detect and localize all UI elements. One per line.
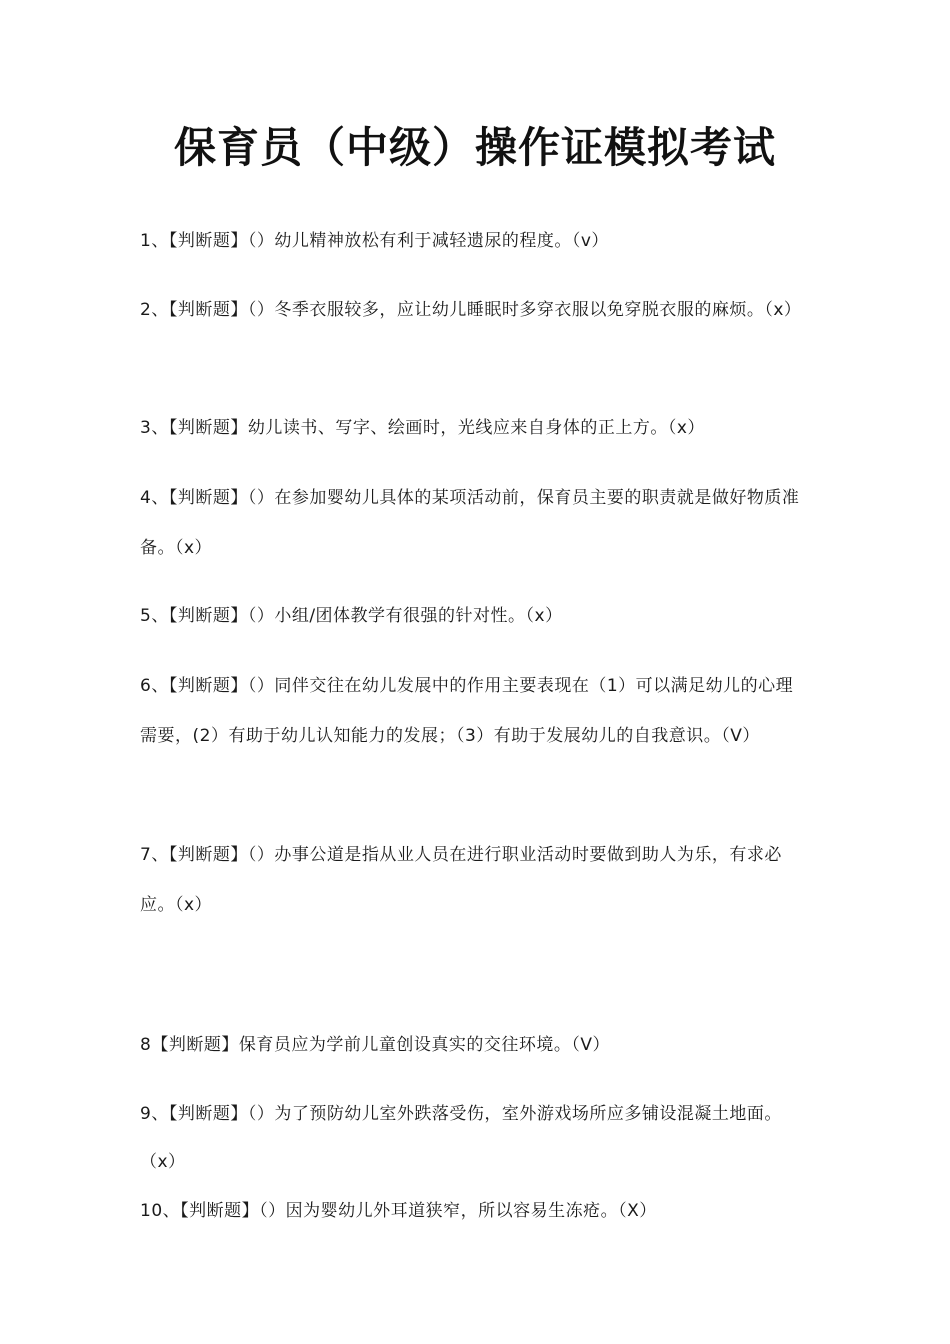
question-3: 3、【判断题】幼儿读书、写字、绘画时，光线应来自身体的正上方。（x） [140,418,705,438]
question-5: 5、【判断题】（）小组/团体教学有很强的针对性。（x） [140,606,563,626]
question-9: 9、【判断题】（）为了预防幼儿室外跌落受伤，室外游戏场所应多铺设混凝土地面。（x） [140,1104,782,1172]
question-2: 2、【判断题】（）冬季衣服较多，应让幼儿睡眠时多穿衣服以免穿脱衣服的麻烦。（x） [140,300,802,320]
question-4: 4、【判断题】（）在参加婴幼儿具体的某项活动前，保育员主要的职责就是做好物质准备。（x） [140,488,800,558]
document-title: 保育员（中级）操作证模拟考试 [173,123,776,172]
question-1: 1、【判断题】（）幼儿精神放松有利于减轻遗尿的程度。（v） [140,231,609,251]
question-6: 6、【判断题】（）同伴交往在幼儿发展中的作用主要表现在（1）可以满足幼儿的心理需要，(2）有助于幼儿认知能力的发展；（3）有助于发展幼儿的自我意识。（V） [140,676,794,746]
question-10: 10、【判断题】（）因为婴幼儿外耳道狭窄，所以容易生冻疮。（X） [140,1201,657,1221]
question-8: 8【判断题】保育员应为学前儿童创设真实的交往环境。（V） [140,1035,610,1055]
question-7: 7、【判断题】（）办事公道是指从业人员在进行职业活动时要做到助人为乐，有求必应。（x） [140,845,782,915]
